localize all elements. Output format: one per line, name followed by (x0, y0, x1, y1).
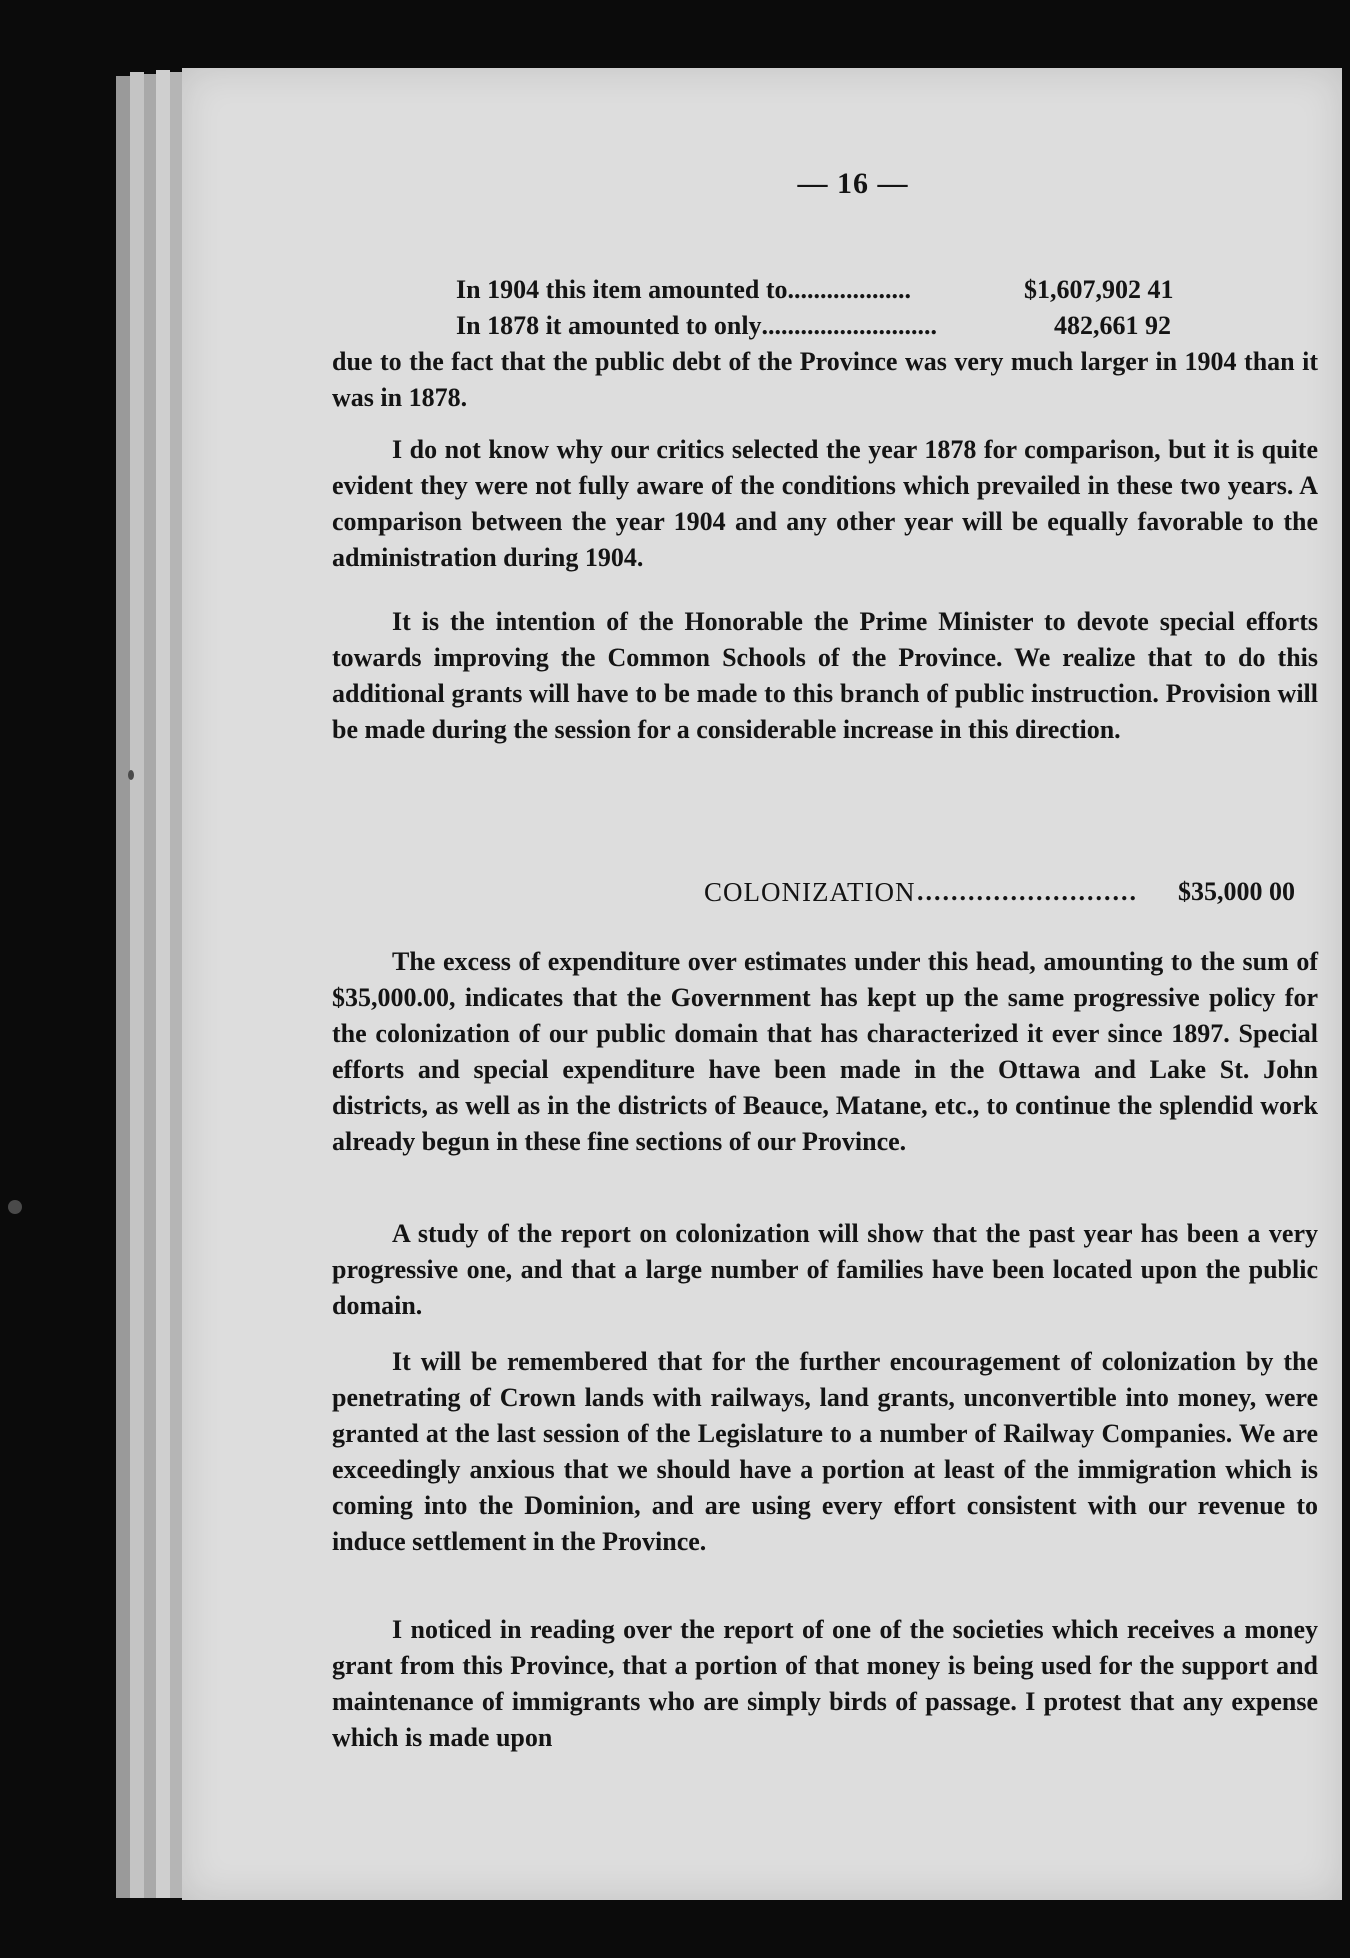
amount-line-1904 (456, 272, 1174, 308)
paragraph: I noticed in reading over the report of one of the societies which receives a money grant from this Province, that a portion of that money is being used for the support and maintenance of immigrants who are simply birds of passage. I protest that any expense which is made upon (332, 1615, 1318, 1752)
leader-dots: ................... (787, 275, 912, 304)
page-edge (144, 74, 156, 1898)
page-edge (156, 70, 170, 1898)
leader-dots: ........................... (761, 311, 938, 340)
paragraph: It is the intention of the Honorable the Prime Minister to devote special efforts towards improving the Common Schools of the Province. We realize that to do this additional grants will have to be made to this branch of public instruction. Provision will be made during the session for a considerable increase in this direction. (332, 607, 1318, 744)
amount-label: In 1878 it amounted to only (456, 311, 762, 340)
paragraph: The excess of expenditure over estimates under this head, amounting to the sum of $35,000.00, indicates that the Government has kept up the same progressive policy for the colonization of our public domain that has characterized it ever since 1897. Special efforts and special expenditure have been made in the Ottawa and Lake St. John districts, as well as in the districts of Beauce, Matane, etc., to continue the splendid work already begun in these fine sections of our Province. (332, 947, 1318, 1156)
page-edge (170, 72, 182, 1898)
paragraph: due to the fact that the public debt of the Province was very much larger in 1904 than it was in 1878. (332, 347, 1318, 412)
document-page (182, 68, 1342, 1900)
paragraph: It will be remembered that for the further encouragement of colonization by the penetrating of Crown lands with railways, land grants, unconvertible into money, were granted at the last session of the Legislature to a number of Railway Companies. We are exceedingly anxious that we should have a portion at least of the immigration which is coming into the Dominion, and are using every effort consistent with our revenue to induce settlement in the Province. (332, 1347, 1318, 1556)
scan-speck (8, 1200, 22, 1214)
amount-label: In 1904 this item amounted to (456, 275, 788, 304)
section-amount: $35,000 00 (1178, 877, 1295, 906)
page-number: — 16 — (797, 167, 909, 200)
paragraph: I do not know why our critics selected the year 1878 for comparison, but it is quite evident they were not fully aware of the conditions which prevailed in these two years. A comparison between the year 1904 and any other year will be equally favorable to the administration during 1904. (332, 435, 1318, 572)
scan-speck (128, 770, 134, 780)
page-edge (116, 76, 130, 1898)
leader-dots: .......................... (917, 877, 1138, 906)
amount-figure: 482,661 92 (1054, 311, 1171, 340)
page-edge (130, 72, 144, 1898)
amount-line-1878 (456, 308, 1171, 344)
paragraph: A study of the report on colonization will show that the past year has been a very progressive one, and that a large number of families have been located upon the public domain. (332, 1219, 1318, 1320)
amount-figure: $1,607,902 41 (1024, 275, 1174, 304)
section-heading: COLONIZATION (704, 877, 916, 907)
